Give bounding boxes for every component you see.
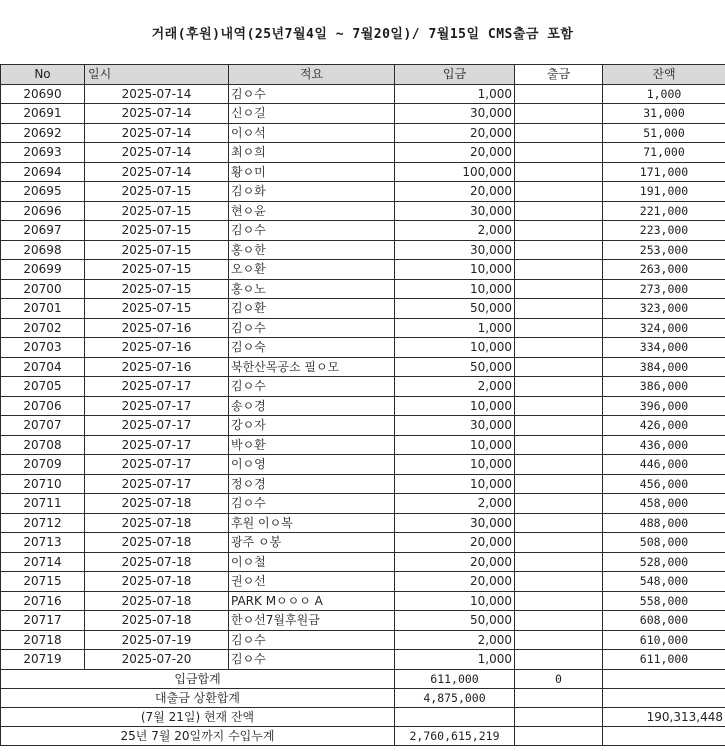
table-row [1,611,725,631]
table-row [1,474,725,494]
cell-balance: 1,000 [603,84,725,104]
table-row [1,396,725,416]
cell-date: 2025-07-15 [85,221,229,241]
cell-description: 강ㅇ자 [229,416,395,436]
cell-deposit: 100,000 [395,162,515,182]
table-row [1,143,725,163]
cell-withdrawal [515,123,603,143]
cell-no: 20691 [1,104,85,124]
cell-no: 20709 [1,455,85,475]
cell-no: 20695 [1,182,85,202]
cell-balance: 334,000 [603,338,725,358]
cell-balance: 71,000 [603,143,725,163]
summary-row [1,669,725,688]
summary-label: 대출금 상환합계 [1,688,395,707]
summary-balance [603,669,725,688]
cell-description: 홍ㅇ노 [229,279,395,299]
cell-no: 20692 [1,123,85,143]
cell-withdrawal [515,182,603,202]
cell-withdrawal [515,201,603,221]
table-header-row [1,65,725,85]
cell-date: 2025-07-16 [85,318,229,338]
table-row [1,455,725,475]
cell-date: 2025-07-14 [85,143,229,163]
cell-date: 2025-07-15 [85,182,229,202]
cell-balance: 386,000 [603,377,725,397]
cell-balance: 548,000 [603,572,725,592]
cell-balance: 508,000 [603,533,725,553]
table-row [1,552,725,572]
table-row [1,279,725,299]
header-withdrawal: 출금 [515,65,603,85]
cell-no: 20714 [1,552,85,572]
cell-date: 2025-07-14 [85,104,229,124]
table-row [1,104,725,124]
table-row [1,591,725,611]
cell-balance: 253,000 [603,240,725,260]
summary-label: 25년 7월 20일까지 수입누계 [1,726,395,745]
header-deposit: 입금 [395,65,515,85]
cell-description: 김ㅇ수 [229,630,395,650]
cell-no: 20703 [1,338,85,358]
cell-date: 2025-07-18 [85,591,229,611]
page-title: 거래(후원)내역(25년7월4일 ~ 7월20일)/ 7월15일 CMS출금 포함 [151,26,574,42]
cell-date: 2025-07-16 [85,338,229,358]
cell-deposit: 10,000 [395,396,515,416]
cell-deposit: 30,000 [395,513,515,533]
cell-balance: 396,000 [603,396,725,416]
cell-description: 후원 이ㅇ복 [229,513,395,533]
cell-withdrawal [515,357,603,377]
cell-no: 20699 [1,260,85,280]
cell-date: 2025-07-14 [85,84,229,104]
cell-withdrawal [515,260,603,280]
cell-description: 오ㅇ환 [229,260,395,280]
cell-balance: 31,000 [603,104,725,124]
cell-deposit: 50,000 [395,299,515,319]
cell-withdrawal [515,143,603,163]
cell-no: 20715 [1,572,85,592]
cell-date: 2025-07-17 [85,416,229,436]
cell-description: 김ㅇ수 [229,318,395,338]
cell-withdrawal [515,240,603,260]
cell-no: 20704 [1,357,85,377]
cell-deposit: 30,000 [395,416,515,436]
summary-row [1,688,725,707]
table-row [1,123,725,143]
table-row [1,377,725,397]
cell-balance: 436,000 [603,435,725,455]
cell-no: 20698 [1,240,85,260]
cell-deposit: 30,000 [395,104,515,124]
cell-deposit: 1,000 [395,84,515,104]
transaction-table [0,64,725,746]
cell-no: 20713 [1,533,85,553]
table-row [1,357,725,377]
cell-withdrawal [515,162,603,182]
cell-no: 20694 [1,162,85,182]
cell-withdrawal [515,104,603,124]
cell-deposit: 20,000 [395,123,515,143]
cell-description: 이ㅇ석 [229,123,395,143]
cell-no: 20705 [1,377,85,397]
summary-withdrawal [515,688,603,707]
cell-description: 이ㅇ영 [229,455,395,475]
cell-description: 황ㅇ미 [229,162,395,182]
table-row [1,84,725,104]
cell-deposit: 50,000 [395,611,515,631]
cell-deposit: 10,000 [395,591,515,611]
cell-date: 2025-07-17 [85,435,229,455]
cell-balance: 51,000 [603,123,725,143]
cell-date: 2025-07-18 [85,513,229,533]
cell-description: 김ㅇ환 [229,299,395,319]
cell-deposit: 10,000 [395,338,515,358]
cell-no: 20718 [1,630,85,650]
table-row [1,435,725,455]
cell-no: 20716 [1,591,85,611]
cell-date: 2025-07-16 [85,357,229,377]
summary-label: 입금합계 [1,669,395,688]
cell-date: 2025-07-18 [85,552,229,572]
cell-no: 20700 [1,279,85,299]
cell-balance: 610,000 [603,630,725,650]
cell-date: 2025-07-17 [85,377,229,397]
cell-no: 20701 [1,299,85,319]
cell-withdrawal [515,279,603,299]
cell-withdrawal [515,221,603,241]
summary-deposit [395,707,515,726]
header-description: 적요 [229,65,395,85]
cell-description: 김ㅇ숙 [229,338,395,358]
header-date: 일시 [85,65,229,85]
table-row [1,162,725,182]
cell-description: 한ㅇ선7월후원금 [229,611,395,631]
summary-deposit: 4,875,000 [395,688,515,707]
cell-balance: 456,000 [603,474,725,494]
cell-deposit: 10,000 [395,435,515,455]
cell-date: 2025-07-15 [85,240,229,260]
cell-description: 김ㅇ수 [229,377,395,397]
cell-balance: 384,000 [603,357,725,377]
cell-balance: 608,000 [603,611,725,631]
cell-balance: 171,000 [603,162,725,182]
cell-no: 20710 [1,474,85,494]
cell-description: 김ㅇ수 [229,84,395,104]
cell-balance: 528,000 [603,552,725,572]
cell-description: 김ㅇ수 [229,221,395,241]
cell-balance: 611,000 [603,650,725,670]
cell-deposit: 1,000 [395,650,515,670]
summary-deposit: 611,000 [395,669,515,688]
table-row [1,201,725,221]
table-row [1,182,725,202]
cell-deposit: 20,000 [395,552,515,572]
table-row [1,630,725,650]
table-body [1,84,725,669]
cell-description: 김ㅇ수 [229,494,395,514]
cell-date: 2025-07-18 [85,533,229,553]
cell-deposit: 2,000 [395,377,515,397]
cell-deposit: 30,000 [395,240,515,260]
cell-withdrawal [515,299,603,319]
cell-balance: 446,000 [603,455,725,475]
cell-withdrawal [515,572,603,592]
cell-balance: 191,000 [603,182,725,202]
summary-body [1,669,725,745]
cell-description: PARK Mㅇㅇㅇ A [229,591,395,611]
table-row [1,533,725,553]
cell-date: 2025-07-15 [85,260,229,280]
cell-withdrawal [515,650,603,670]
summary-withdrawal [515,726,603,745]
summary-withdrawal [515,707,603,726]
cell-withdrawal [515,396,603,416]
cell-date: 2025-07-15 [85,201,229,221]
cell-balance: 488,000 [603,513,725,533]
cell-balance: 223,000 [603,221,725,241]
cell-balance: 323,000 [603,299,725,319]
cell-description: 최ㅇ희 [229,143,395,163]
cell-deposit: 20,000 [395,533,515,553]
cell-deposit: 2,000 [395,221,515,241]
summary-row [1,707,725,726]
cell-withdrawal [515,630,603,650]
cell-deposit: 30,000 [395,201,515,221]
summary-balance [603,726,725,745]
cell-deposit: 50,000 [395,357,515,377]
cell-date: 2025-07-19 [85,630,229,650]
summary-balance: 190,313,448 [603,707,725,726]
cell-deposit: 20,000 [395,572,515,592]
cell-no: 20719 [1,650,85,670]
cell-deposit: 20,000 [395,143,515,163]
cell-no: 20706 [1,396,85,416]
cell-deposit: 2,000 [395,630,515,650]
cell-description: 김ㅇ수 [229,650,395,670]
cell-description: 홍ㅇ한 [229,240,395,260]
header-balance: 잔액 [603,65,725,85]
cell-balance: 558,000 [603,591,725,611]
cell-no: 20702 [1,318,85,338]
summary-label: (7월 21일) 현재 잔액 [1,707,395,726]
cell-withdrawal [515,416,603,436]
cell-no: 20711 [1,494,85,514]
cell-withdrawal [515,338,603,358]
cell-balance: 221,000 [603,201,725,221]
cell-withdrawal [515,377,603,397]
cell-no: 20717 [1,611,85,631]
cell-balance: 273,000 [603,279,725,299]
cell-withdrawal [515,591,603,611]
summary-balance [603,688,725,707]
cell-deposit: 20,000 [395,182,515,202]
cell-date: 2025-07-15 [85,279,229,299]
cell-deposit: 10,000 [395,279,515,299]
cell-no: 20707 [1,416,85,436]
cell-description: 정ㅇ경 [229,474,395,494]
table-row [1,572,725,592]
table-row [1,416,725,436]
cell-withdrawal [515,494,603,514]
cell-date: 2025-07-17 [85,474,229,494]
cell-withdrawal [515,84,603,104]
cell-date: 2025-07-18 [85,494,229,514]
table-row [1,299,725,319]
cell-no: 20708 [1,435,85,455]
cell-deposit: 10,000 [395,474,515,494]
cell-date: 2025-07-15 [85,299,229,319]
cell-no: 20690 [1,84,85,104]
cell-withdrawal [515,513,603,533]
cell-no: 20693 [1,143,85,163]
cell-deposit: 2,000 [395,494,515,514]
cell-description: 이ㅇ철 [229,552,395,572]
table-row [1,318,725,338]
summary-withdrawal: 0 [515,669,603,688]
cell-description: 북한산목공소 필ㅇ모 [229,357,395,377]
cell-description: 권ㅇ선 [229,572,395,592]
summary-row [1,726,725,745]
summary-deposit: 2,760,615,219 [395,726,515,745]
table-row [1,338,725,358]
cell-withdrawal [515,474,603,494]
table-row [1,240,725,260]
cell-balance: 458,000 [603,494,725,514]
cell-withdrawal [515,318,603,338]
cell-balance: 324,000 [603,318,725,338]
cell-date: 2025-07-18 [85,611,229,631]
cell-withdrawal [515,552,603,572]
cell-balance: 426,000 [603,416,725,436]
cell-deposit: 10,000 [395,260,515,280]
cell-deposit: 1,000 [395,318,515,338]
cell-description: 박ㅇ환 [229,435,395,455]
cell-deposit: 10,000 [395,455,515,475]
cell-date: 2025-07-17 [85,455,229,475]
header-no: No [1,65,85,85]
cell-no: 20712 [1,513,85,533]
cell-description: 광주 ㅇ봉 [229,533,395,553]
table-row [1,494,725,514]
cell-no: 20696 [1,201,85,221]
cell-date: 2025-07-17 [85,396,229,416]
cell-withdrawal [515,533,603,553]
cell-description: 송ㅇ경 [229,396,395,416]
cell-withdrawal [515,611,603,631]
cell-description: 현ㅇ윤 [229,201,395,221]
cell-withdrawal [515,435,603,455]
cell-description: 김ㅇ화 [229,182,395,202]
cell-no: 20697 [1,221,85,241]
table-row [1,513,725,533]
cell-withdrawal [515,455,603,475]
table-row [1,260,725,280]
cell-description: 신ㅇ길 [229,104,395,124]
cell-balance: 263,000 [603,260,725,280]
cell-date: 2025-07-14 [85,162,229,182]
table-row [1,650,725,670]
table-row [1,221,725,241]
cell-date: 2025-07-18 [85,572,229,592]
cell-date: 2025-07-14 [85,123,229,143]
cell-date: 2025-07-20 [85,650,229,670]
